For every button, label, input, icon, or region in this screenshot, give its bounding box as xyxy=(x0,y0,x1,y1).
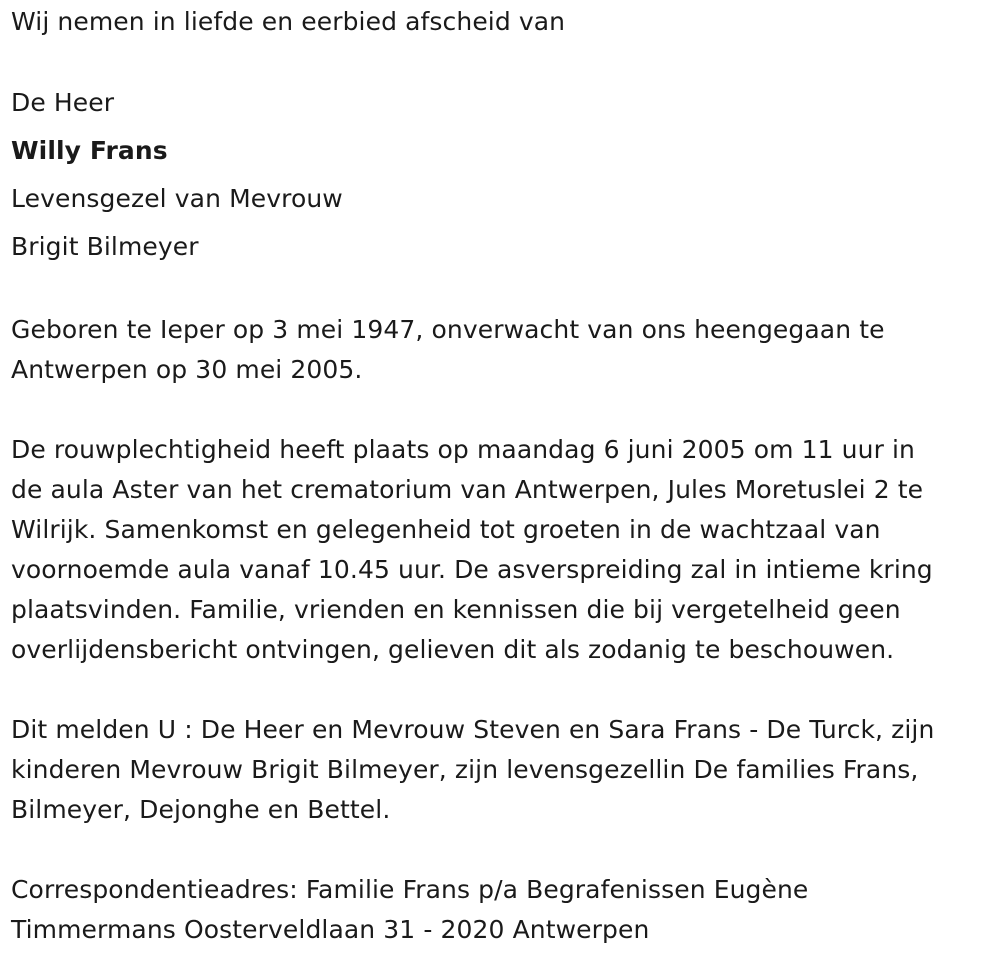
paragraph-line: Dit melden U : De Heer en Mevrouw Steven en Sara Frans - De Turck, zijn xyxy=(11,715,935,744)
birth-death-paragraph xyxy=(11,310,885,390)
paragraph-line: voornoemde aula vanaf 10.45 uur. De asverspreiding zal in intieme kring xyxy=(11,555,933,584)
intro-text: Wij nemen in liefde en eerbied afscheid van xyxy=(11,7,566,36)
partner-name: Brigit Bilmeyer xyxy=(11,232,199,261)
paragraph-line: Correspondentieadres: Familie Frans p/a Begrafenissen Eugène xyxy=(11,875,809,904)
paragraph-line: de aula Aster van het crematorium van Antwerpen, Jules Moretuslei 2 te xyxy=(11,475,924,504)
paragraph-line: Wilrijk. Samenkomst en gelegenheid tot groeten in de wachtzaal van xyxy=(11,515,881,544)
announced-by-paragraph xyxy=(11,710,934,830)
paragraph-line: Timmermans Oosterveldlaan 31 - 2020 Antwerpen xyxy=(11,915,650,944)
paragraph-line: De rouwplechtigheid heeft plaats op maandag 6 juni 2005 om 11 uur in xyxy=(11,435,915,464)
correspondence-address-paragraph xyxy=(11,870,808,950)
deceased-name: Willy Frans xyxy=(11,136,168,165)
honorific-title: De Heer xyxy=(11,88,115,117)
paragraph-line: overlijdensbericht ontvingen, gelieven dit als zodanig te beschouwen. xyxy=(11,635,895,664)
paragraph-line: Geboren te Ieper op 3 mei 1947, onverwacht van ons heengegaan te xyxy=(11,315,885,344)
paragraph-line: kinderen Mevrouw Brigit Bilmeyer, zijn levensgezellin De families Frans, xyxy=(11,755,919,784)
paragraph-line: plaatsvinden. Familie, vrienden en kennissen die bij vergetelheid geen xyxy=(11,595,901,624)
relation-line: Levensgezel van Mevrouw xyxy=(11,184,343,213)
paragraph-line: Antwerpen op 30 mei 2005. xyxy=(11,355,363,384)
paragraph-line: Bilmeyer, Dejonghe en Bettel. xyxy=(11,795,391,824)
ceremony-paragraph xyxy=(11,430,933,670)
